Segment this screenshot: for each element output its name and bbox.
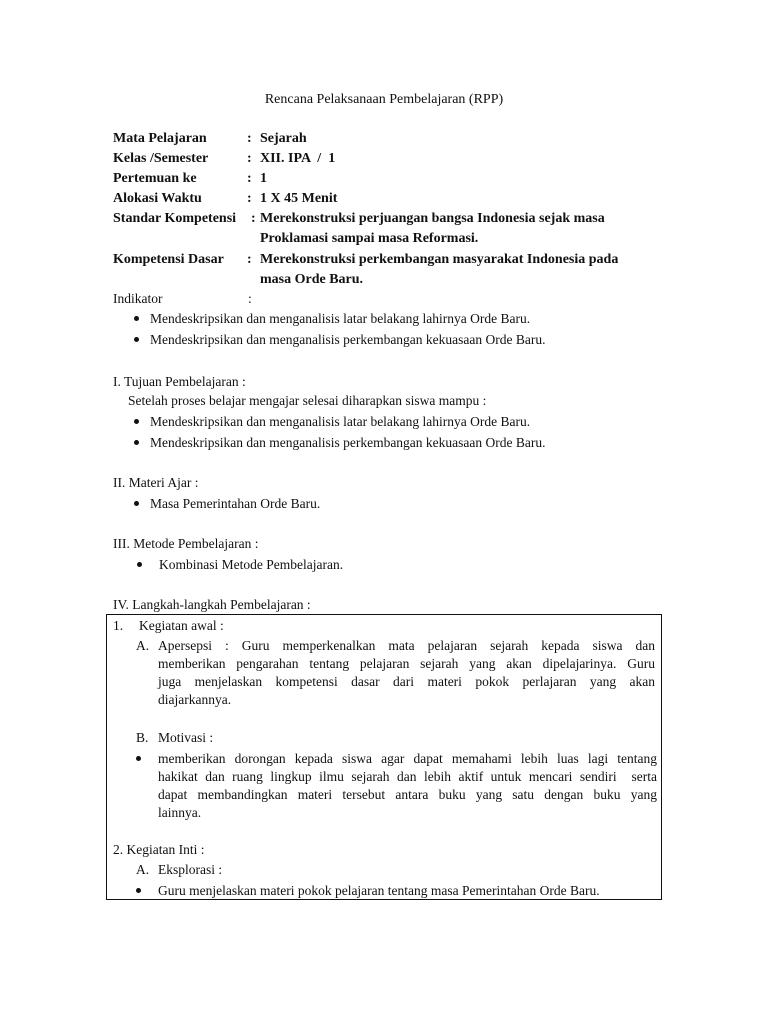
kelas-colon: :: [247, 151, 252, 166]
pertemuan-colon: :: [247, 171, 252, 186]
eksplorasi-label: Eksplorasi :: [158, 862, 223, 877]
kd-value-line1: Merekonstruksi perkembangan masyarakat Indonesia pada: [260, 252, 619, 267]
apersepsi-line-3: juga menjelaskan kompetensi dasar dari materi pokok perlajaran yang akan: [158, 674, 655, 689]
sk-colon: :: [251, 211, 256, 226]
apersepsi-line-1: Apersepsi : Guru memperkenalkan mata pelajaran sejarah kepada siswa dan: [158, 638, 655, 653]
tujuan-item-2: Mendeskripsikan dan menganalisis perkembangan kekuasaan Orde Baru.: [150, 435, 546, 450]
metode-item-1: Kombinasi Metode Pembelajaran.: [159, 557, 344, 572]
alokasi-value: 1 X 45 Menit: [260, 191, 338, 206]
indikator-item-1: Mendeskripsikan dan menganalisis latar belakang lahirnya Orde Baru.: [150, 311, 531, 326]
metode-heading: III. Metode Pembelajaran :: [113, 536, 259, 551]
kelas-value: XII. IPA / 1: [260, 151, 336, 166]
mapel-label: Mata Pelajaran: [113, 131, 207, 146]
motivasi-line-1: memberikan dorongan kepada siswa agar dapat memahami lebih luas lagi tentang: [158, 751, 657, 766]
alokasi-label: Alokasi Waktu: [113, 191, 202, 206]
indikator-item-2: Mendeskripsikan dan menganalisis perkembangan kekuasaan Orde Baru.: [150, 332, 546, 347]
sk-label: Standar Kompetensi: [113, 211, 237, 226]
sk-value-line1: Merekonstruksi perjuangan bangsa Indonesia sejak masa: [260, 211, 605, 226]
tujuan-heading: I. Tujuan Pembelajaran :: [113, 374, 246, 389]
eksplorasi-item: Guru menjelaskan materi pokok pelajaran tentang masa Pemerintahan Orde Baru.: [158, 883, 600, 898]
pertemuan-label: Pertemuan ke: [113, 171, 197, 186]
pertemuan-value: 1: [260, 171, 267, 186]
bullet-icon: [136, 888, 141, 893]
document-title: Rencana Pelaksanaan Pembelajaran (RPP): [264, 92, 504, 107]
apersepsi-line-2: memberikan pengarahan tentang pelajaran sejarah yang akan dipelajarinya. Guru: [158, 656, 655, 671]
motivasi-marker: B.: [136, 730, 149, 745]
mapel-value: Sejarah: [260, 131, 307, 146]
motivasi-line-3: dapat membandingkan materi tersebut antara buku yang satu dengan buku yang: [158, 787, 657, 802]
bullet-icon: [134, 337, 139, 342]
bullet-icon: [134, 419, 139, 424]
indikator-label: Indikator: [113, 291, 163, 306]
motivasi-line-4: lainnya.: [158, 805, 202, 820]
sk-value-line2: Proklamasi sampai masa Reformasi.: [260, 231, 479, 246]
kegiatan-awal-label: Kegiatan awal :: [139, 618, 224, 633]
bullet-icon: [134, 316, 139, 321]
bullet-icon: [136, 756, 141, 761]
kegiatan-inti-label: 2. Kegiatan Inti :: [113, 842, 205, 857]
kelas-label: Kelas /Semester: [113, 151, 209, 166]
indikator-colon: :: [248, 291, 252, 306]
materi-item-1: Masa Pemerintahan Orde Baru.: [150, 496, 321, 511]
motivasi-line-2: hakikat dan ruang lingkup ilmu sejarah dan lebih aktif untuk mencari sendiri serta: [158, 769, 657, 784]
kegiatan-awal-number: 1.: [113, 618, 124, 633]
tujuan-item-1: Mendeskripsikan dan menganalisis latar belakang lahirnya Orde Baru.: [150, 414, 531, 429]
langkah-heading: IV. Langkah-langkah Pembelajaran :: [113, 597, 311, 612]
mapel-colon: :: [247, 131, 252, 146]
apersepsi-marker: A.: [136, 638, 150, 653]
apersepsi-line-4: diajarkannya.: [158, 692, 232, 707]
tujuan-intro: Setelah proses belajar mengajar selesai diharapkan siswa mampu :: [128, 393, 487, 408]
kd-colon: :: [247, 252, 252, 267]
motivasi-paragraph: [158, 750, 657, 822]
kd-label: Kompetensi Dasar: [113, 252, 224, 267]
alokasi-colon: :: [247, 191, 252, 206]
eksplorasi-marker: A.: [136, 862, 150, 877]
kd-value-line2: masa Orde Baru.: [260, 272, 364, 287]
materi-heading: II. Materi Ajar :: [113, 475, 199, 490]
langkah-table: [106, 614, 662, 900]
bullet-icon: [134, 440, 139, 445]
apersepsi-paragraph: [158, 637, 655, 709]
bullet-icon: [137, 562, 142, 567]
motivasi-label: Motivasi :: [158, 730, 214, 745]
bullet-icon: [134, 501, 139, 506]
